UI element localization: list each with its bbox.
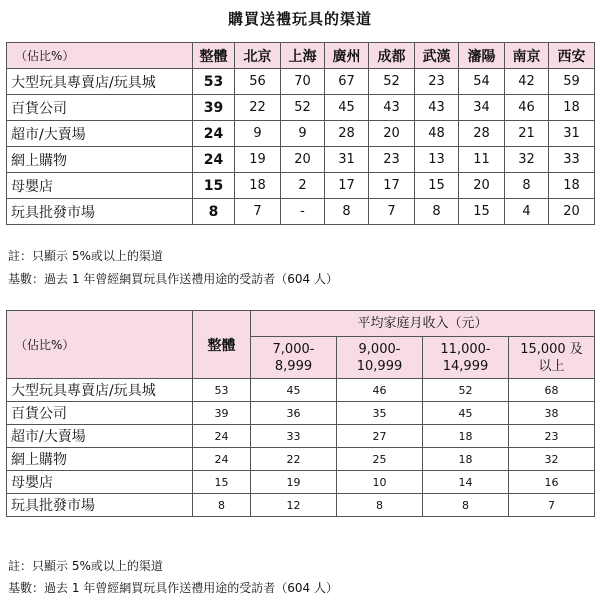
income-group-header: 平均家庭月收入（元） — [251, 311, 595, 337]
value-cell: 16 — [509, 471, 595, 494]
value-cell: 15 — [415, 173, 459, 199]
value-cell: 52 — [281, 95, 325, 121]
overall-value-cell: 24 — [193, 448, 251, 471]
table-row — [7, 147, 595, 173]
base-text: 基數：過去 1 年曾經網買玩具作送禮用途的受訪者（604 人） — [8, 581, 338, 595]
city-channel-table — [6, 42, 595, 225]
value-cell: 33 — [549, 147, 595, 173]
table-row — [7, 448, 595, 471]
value-cell: 32 — [509, 448, 595, 471]
overall-value-cell: 8 — [193, 494, 251, 517]
overall-value-cell: 15 — [193, 471, 251, 494]
page-title: 購買送禮玩具的渠道 — [227, 10, 372, 28]
row-label: 超市/大賣場 — [7, 121, 193, 147]
table-row — [7, 69, 595, 95]
value-cell: 10 — [337, 471, 423, 494]
income-channel-table — [6, 310, 595, 517]
column-header-shenyang: 瀋陽 — [459, 43, 505, 69]
table-row — [7, 471, 595, 494]
value-cell: 52 — [369, 69, 415, 95]
value-cell: 67 — [325, 69, 369, 95]
overall-value-cell: 24 — [193, 121, 235, 147]
table-corner-label: （佔比%） — [7, 311, 193, 379]
value-cell: 54 — [459, 69, 505, 95]
base-text: 基數：過去 1 年曾經網買玩具作送禮用途的受訪者（604 人） — [8, 272, 338, 286]
value-cell: 43 — [415, 95, 459, 121]
column-header-xian: 西安 — [549, 43, 595, 69]
value-cell: 8 — [325, 199, 369, 225]
value-cell: 28 — [459, 121, 505, 147]
column-header-chengdu: 成都 — [369, 43, 415, 69]
value-cell: 7 — [235, 199, 281, 225]
value-cell: 38 — [509, 402, 595, 425]
note-text: 註：只顯示 5%或以上的渠道 — [8, 249, 163, 263]
value-cell: - — [281, 199, 325, 225]
value-cell: 8 — [505, 173, 549, 199]
column-header-nanjing: 南京 — [505, 43, 549, 69]
table-row — [7, 95, 595, 121]
value-cell: 8 — [415, 199, 459, 225]
value-cell: 34 — [459, 95, 505, 121]
row-label: 網上購物 — [7, 448, 193, 471]
row-label: 大型玩具專賣店/玩具城 — [7, 379, 193, 402]
overall-value-cell: 53 — [193, 379, 251, 402]
value-cell: 23 — [415, 69, 459, 95]
table-row — [7, 402, 595, 425]
value-cell: 45 — [251, 379, 337, 402]
value-cell: 42 — [505, 69, 549, 95]
table-header-row — [7, 43, 595, 69]
value-cell: 45 — [325, 95, 369, 121]
row-label: 玩具批發市場 — [7, 494, 193, 517]
value-cell: 27 — [337, 425, 423, 448]
value-cell: 7 — [369, 199, 415, 225]
value-cell: 22 — [251, 448, 337, 471]
overall-value-cell: 15 — [193, 173, 235, 199]
value-cell: 4 — [505, 199, 549, 225]
table-row — [7, 425, 595, 448]
table-row — [7, 199, 595, 225]
table-row — [7, 379, 595, 402]
table-header-row — [7, 311, 595, 337]
value-cell: 23 — [509, 425, 595, 448]
value-cell: 48 — [415, 121, 459, 147]
column-header-income-3: 11,000- 14,999 — [423, 337, 509, 379]
overall-value-cell: 24 — [193, 147, 235, 173]
value-cell: 68 — [509, 379, 595, 402]
value-cell: 52 — [423, 379, 509, 402]
column-header-wuhan: 武漢 — [415, 43, 459, 69]
value-cell: 18 — [423, 448, 509, 471]
value-cell: 13 — [415, 147, 459, 173]
column-header-beijing: 北京 — [235, 43, 281, 69]
value-cell: 8 — [423, 494, 509, 517]
value-cell: 31 — [325, 147, 369, 173]
row-label: 玩具批發市場 — [7, 199, 193, 225]
value-cell: 17 — [369, 173, 415, 199]
value-cell: 46 — [337, 379, 423, 402]
overall-value-cell: 39 — [193, 402, 251, 425]
value-cell: 43 — [369, 95, 415, 121]
value-cell: 32 — [505, 147, 549, 173]
overall-value-cell: 53 — [193, 69, 235, 95]
value-cell: 45 — [423, 402, 509, 425]
value-cell: 23 — [369, 147, 415, 173]
column-header-guangzhou: 廣州 — [325, 43, 369, 69]
row-label: 大型玩具專賣店/玩具城 — [7, 69, 193, 95]
column-header-overall: 整體 — [193, 311, 251, 379]
value-cell: 18 — [235, 173, 281, 199]
value-cell: 56 — [235, 69, 281, 95]
table-row — [7, 494, 595, 517]
value-cell: 28 — [325, 121, 369, 147]
value-cell: 70 — [281, 69, 325, 95]
overall-value-cell: 39 — [193, 95, 235, 121]
value-cell: 25 — [337, 448, 423, 471]
table-row — [7, 121, 595, 147]
value-cell: 31 — [549, 121, 595, 147]
value-cell: 20 — [549, 199, 595, 225]
row-label: 母嬰店 — [7, 471, 193, 494]
note-text: 註：只顯示 5%或以上的渠道 — [8, 559, 163, 573]
value-cell: 18 — [423, 425, 509, 448]
overall-value-cell: 8 — [193, 199, 235, 225]
table-row — [7, 173, 595, 199]
column-header-income-1: 7,000- 8,999 — [251, 337, 337, 379]
value-cell: 2 — [281, 173, 325, 199]
overall-value-cell: 24 — [193, 425, 251, 448]
column-header-overall: 整體 — [193, 43, 235, 69]
value-cell: 22 — [235, 95, 281, 121]
row-label: 百貨公司 — [7, 95, 193, 121]
value-cell: 21 — [505, 121, 549, 147]
value-cell: 46 — [505, 95, 549, 121]
column-header-shanghai: 上海 — [281, 43, 325, 69]
row-label: 網上購物 — [7, 147, 193, 173]
value-cell: 33 — [251, 425, 337, 448]
row-label: 超市/大賣場 — [7, 425, 193, 448]
column-header-income-4: 15,000 及 以上 — [509, 337, 595, 379]
value-cell: 14 — [423, 471, 509, 494]
value-cell: 8 — [337, 494, 423, 517]
value-cell: 18 — [549, 173, 595, 199]
row-label: 母嬰店 — [7, 173, 193, 199]
value-cell: 7 — [509, 494, 595, 517]
table-corner-label: （佔比%） — [7, 43, 193, 69]
value-cell: 19 — [251, 471, 337, 494]
value-cell: 15 — [459, 199, 505, 225]
value-cell: 12 — [251, 494, 337, 517]
value-cell: 11 — [459, 147, 505, 173]
value-cell: 36 — [251, 402, 337, 425]
row-label: 百貨公司 — [7, 402, 193, 425]
value-cell: 20 — [281, 147, 325, 173]
value-cell: 17 — [325, 173, 369, 199]
value-cell: 9 — [281, 121, 325, 147]
value-cell: 20 — [459, 173, 505, 199]
column-header-income-2: 9,000- 10,999 — [337, 337, 423, 379]
value-cell: 18 — [549, 95, 595, 121]
value-cell: 59 — [549, 69, 595, 95]
value-cell: 19 — [235, 147, 281, 173]
value-cell: 20 — [369, 121, 415, 147]
value-cell: 9 — [235, 121, 281, 147]
value-cell: 35 — [337, 402, 423, 425]
